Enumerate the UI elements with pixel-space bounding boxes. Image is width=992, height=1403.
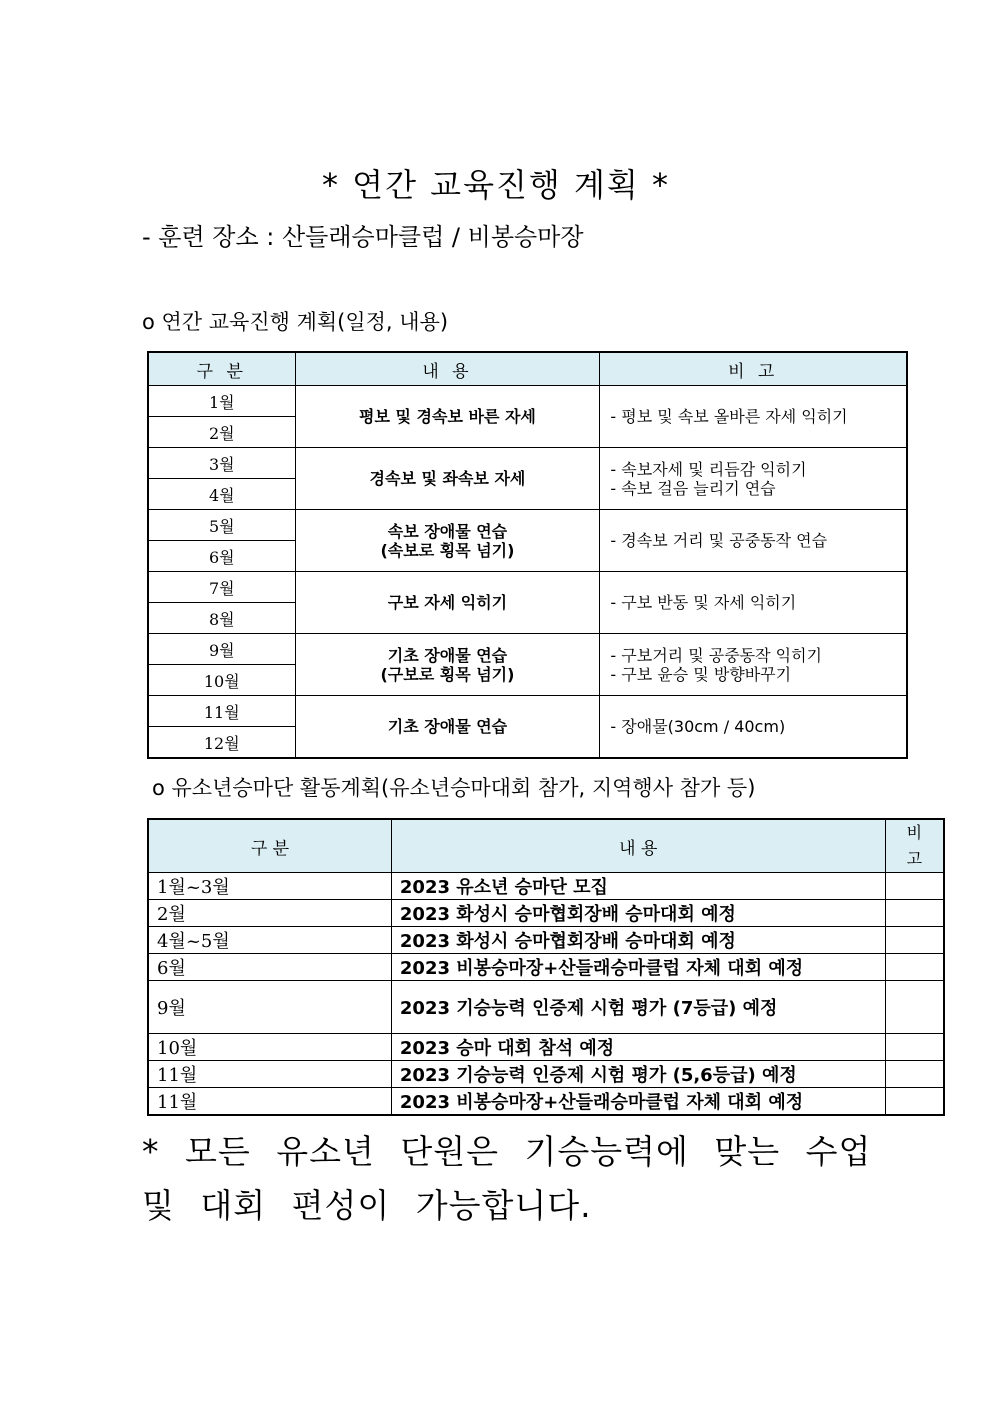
header-content: 내 용 — [295, 352, 600, 386]
header-note: 비 고 — [600, 352, 907, 386]
table-row — [148, 1034, 944, 1061]
footer-note — [142, 1125, 871, 1233]
header-note-line: 비 — [906, 823, 923, 842]
note-cell — [885, 954, 944, 981]
month-cell: 11월 — [148, 1061, 391, 1088]
note-line: - 속보자세 및 리듬감 익히기 — [610, 459, 807, 479]
content-cell: 2023 승마 대회 참석 예정 — [391, 1034, 885, 1061]
month-cell: 11월 — [148, 1088, 391, 1116]
content-cell — [295, 510, 600, 572]
month-cell: 6월 — [148, 954, 391, 981]
month-cell: 9월 — [148, 634, 295, 665]
month-cell: 2월 — [148, 900, 391, 927]
note-cell — [885, 873, 944, 900]
header-division: 구 분 — [148, 819, 391, 873]
month-cell: 9월 — [148, 981, 391, 1034]
header-division: 구 분 — [148, 352, 295, 386]
content-cell — [295, 572, 600, 634]
month-cell: 1월~3월 — [148, 873, 391, 900]
month-cell: 10월 — [148, 665, 295, 696]
content-cell: 2023 화성시 승마협회장배 승마대회 예정 — [391, 927, 885, 954]
month-cell: 3월 — [148, 448, 295, 479]
note-cell — [600, 448, 907, 510]
content-line: (속보로 횡목 넘기) — [380, 540, 515, 560]
note-cell — [600, 572, 907, 634]
month-cell: 6월 — [148, 541, 295, 572]
note-cell — [600, 634, 907, 696]
note-cell — [885, 1061, 944, 1088]
month-cell: 8월 — [148, 603, 295, 634]
header-note — [885, 819, 944, 873]
content-cell — [295, 634, 600, 696]
note-line: - 구보 반동 및 자세 익히기 — [610, 593, 797, 612]
table-row — [148, 900, 944, 927]
content-cell — [295, 696, 600, 759]
note-cell — [600, 386, 907, 448]
month-cell: 1월 — [148, 386, 295, 417]
content-cell: 2023 기승능력 인증제 시험 평가 (5,6등급) 예정 — [391, 1061, 885, 1088]
table-row — [148, 634, 907, 665]
table-row — [148, 1088, 944, 1116]
content-line: 경속보 및 좌속보 자세 — [369, 469, 526, 488]
table-row — [148, 572, 907, 603]
note-cell — [885, 981, 944, 1034]
table-row — [148, 510, 907, 541]
content-cell: 2023 비봉승마장+산들래승마클럽 자체 대회 예정 — [391, 954, 885, 981]
content-line: 평보 및 경속보 바른 자세 — [359, 407, 536, 426]
content-cell: 2023 유소년 승마단 모집 — [391, 873, 885, 900]
footer-line: * 모든 유소년 단원은 기승능력에 맞는 수업 — [142, 1132, 872, 1171]
note-line: - 구보거리 및 공중동작 익히기 — [610, 645, 823, 665]
table-row — [148, 954, 944, 981]
youth-activity-table — [147, 818, 945, 1116]
table-row — [148, 873, 944, 900]
month-cell: 4월~5월 — [148, 927, 391, 954]
content-line: 기초 장애물 연습 — [387, 645, 508, 665]
content-cell: 2023 기승능력 인증제 시험 평가 (7등급) 예정 — [391, 981, 885, 1034]
month-cell: 11월 — [148, 696, 295, 727]
table-row — [148, 448, 907, 479]
header-note-line: 고 — [906, 849, 923, 868]
note-cell — [600, 510, 907, 572]
content-cell — [295, 386, 600, 448]
note-line: - 경속보 거리 및 공중동작 연습 — [610, 531, 828, 550]
content-cell: 2023 비봉승마장+산들래승마클럽 자체 대회 예정 — [391, 1088, 885, 1116]
table-header-row — [148, 352, 907, 386]
table-row — [148, 696, 907, 727]
footer-line: 및 대회 편성이 가능합니다. — [142, 1186, 592, 1225]
content-line: 구보 자세 익히기 — [387, 593, 508, 612]
month-cell: 12월 — [148, 727, 295, 759]
header-content: 내 용 — [391, 819, 885, 873]
note-cell — [885, 1034, 944, 1061]
training-venue: - 훈련 장소 : 산들래승마클럽 / 비봉승마장 — [142, 223, 584, 251]
note-cell — [885, 1088, 944, 1116]
month-cell: 5월 — [148, 510, 295, 541]
note-line: - 평보 및 속보 올바른 자세 익히기 — [610, 407, 848, 426]
month-cell: 4월 — [148, 479, 295, 510]
table-row — [148, 981, 944, 1034]
table-row — [148, 1061, 944, 1088]
note-line: - 구보 윤승 및 방향바꾸기 — [610, 664, 792, 684]
table-row — [148, 386, 907, 417]
note-line: - 속보 걸음 늘리기 연습 — [610, 478, 776, 498]
content-line: 기초 장애물 연습 — [387, 717, 508, 736]
content-line: 속보 장애물 연습 — [387, 521, 508, 541]
annual-plan-table — [147, 351, 908, 759]
month-cell: 7월 — [148, 572, 295, 603]
note-cell — [885, 927, 944, 954]
annual-plan-heading: o 연간 교육진행 계획(일정, 내용) — [142, 310, 449, 334]
note-cell — [600, 696, 907, 759]
month-cell: 10월 — [148, 1034, 391, 1061]
note-line: - 장애물(30cm / 40cm) — [610, 717, 786, 736]
youth-activity-heading: o 유소년승마단 활동계획(유소년승마대회 참가, 지역행사 참가 등) — [152, 776, 756, 800]
content-cell — [295, 448, 600, 510]
page-title: * 연간 교육진행 계획 * — [322, 166, 670, 204]
content-line: (구보로 횡목 넘기) — [380, 664, 515, 684]
month-cell: 2월 — [148, 417, 295, 448]
note-cell — [885, 900, 944, 927]
table-header-row — [148, 819, 944, 873]
content-cell: 2023 화성시 승마협회장배 승마대회 예정 — [391, 900, 885, 927]
table-row — [148, 927, 944, 954]
